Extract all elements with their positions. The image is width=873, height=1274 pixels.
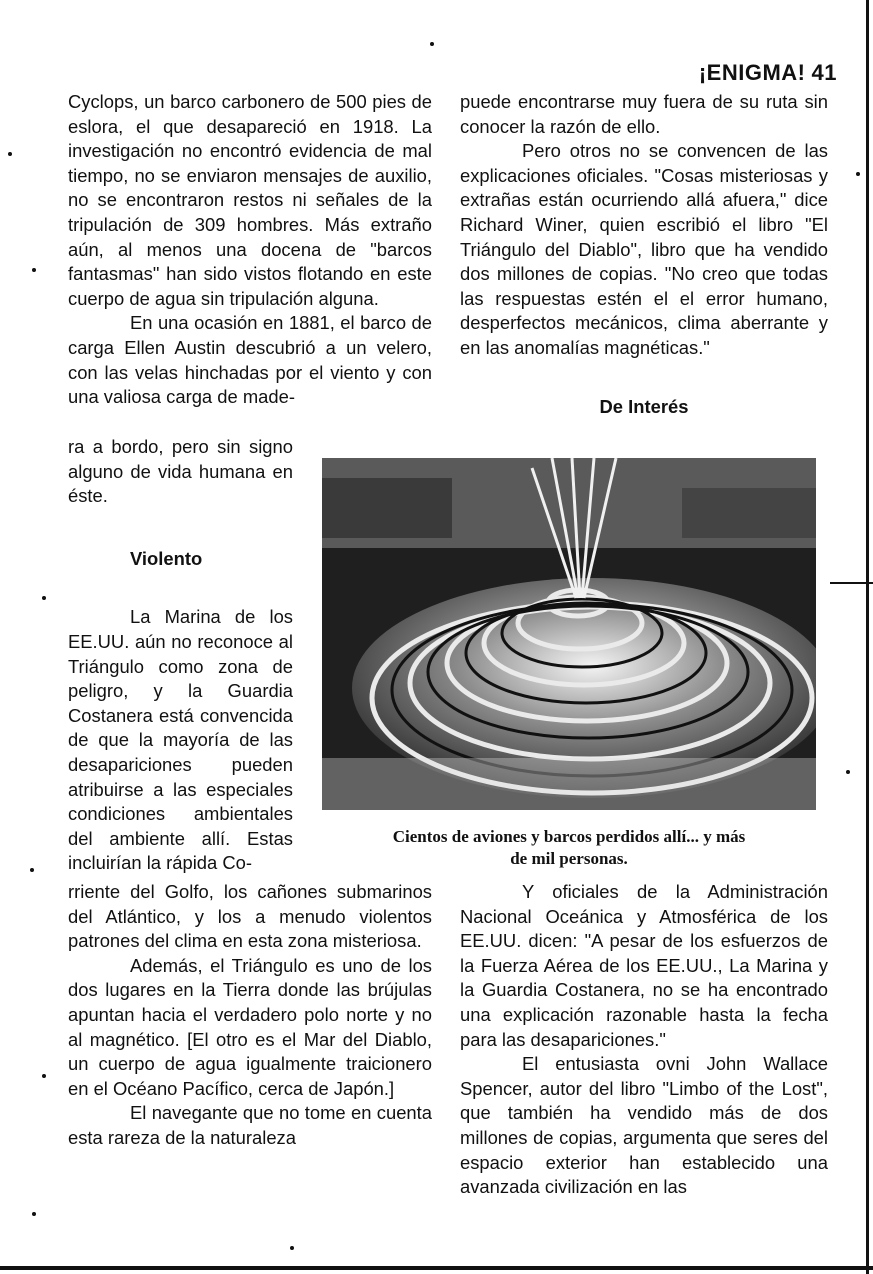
paragraph-marina: La Marina de los EE.UU. aún no reconoce al Triángulo como zona de peligro, y la Guardia Costanera está convencida de que la mayoría de las desapariciones pueden atribuirse a las especiales condiciones ambientales del ambiente allí. Estas incluirían la rápida Co- <box>68 606 293 874</box>
subhead-de-interes: De Interés <box>599 395 689 417</box>
scan-speck <box>30 868 34 872</box>
scan-speck <box>32 268 36 272</box>
scan-speck <box>8 152 12 156</box>
paragraph-oficiales: Y oficiales de la Administración Nacional Oceánica y Atmosférica de los EE.UU. dicen: "A pesar de los esfuerzos de la Fuerza Aérea de los EE.UU., La Marina y la Guardia Costanera, no se ha encontrado una explicación razonable hasta la fecha para las desapariciones." <box>460 881 828 1050</box>
scan-border-bottom <box>0 1266 873 1270</box>
page-number: 41 <box>811 60 837 85</box>
scan-speck <box>32 1212 36 1216</box>
scan-border-right <box>866 0 869 1274</box>
left-column-bottom <box>68 880 432 1151</box>
paragraph-continuation: ra a bordo, pero sin signo alguno de vida humana en éste. <box>68 436 293 507</box>
scan-speck <box>42 596 46 600</box>
paragraph-ellen-austin: En una ocasión en 1881, el barco de carga Ellen Austin descubrió a un velero, con las velas hinchadas por el viento y con una valiosa carga de made- <box>68 312 432 408</box>
right-column-bottom <box>460 880 828 1200</box>
caption-line-2: de mil personas. <box>510 849 628 868</box>
page-header <box>699 60 837 86</box>
photo-caption <box>322 826 816 870</box>
paragraph-corriente: rriente del Golfo, los cañones submarinos del Atlántico, y los a menudo violentos patrones del clima en esta zona misteriosa. <box>68 881 432 952</box>
right-column-top <box>460 90 828 419</box>
left-column-top <box>68 90 432 410</box>
paragraph-brujulas: Además, el Triángulo es uno de los dos lugares en la Tierra donde las brújulas apuntan hacia el verdadero polo norte y no al magnético. [El otro es el Mar del Diablo, un cuerpo de agua igualmente traicionero en el Océano Pacífico, cerca de Japón.] <box>68 954 432 1099</box>
whirlpool-illustration <box>322 458 816 810</box>
scan-speck <box>42 1074 46 1078</box>
paragraph-navegante: El navegante que no tome en cuenta esta rareza de la naturaleza <box>68 1102 432 1148</box>
whirlpool-photo <box>322 458 816 810</box>
header-title: ¡ENIGMA! <box>698 60 806 85</box>
paragraph-ruta: puede encontrarse muy fuera de su ruta sin conocer la razón de ello. <box>460 91 828 137</box>
scan-speck <box>430 42 434 46</box>
paragraph-spencer: El entusiasta ovni John Wallace Spencer, autor del libro "Limbo of the Lost", que también ha vendido más de dos millones de copias, argumenta que seres del espacio exterior han establecido una avanzada civilización en las <box>460 1053 828 1198</box>
scan-speck <box>846 770 850 774</box>
caption-line-1: Cientos de aviones y barcos perdidos allí... y más <box>392 827 746 846</box>
scan-speck <box>290 1246 294 1250</box>
subhead-violento: Violento <box>130 547 203 569</box>
scan-speck <box>856 172 860 176</box>
paragraph-winer: Pero otros no se convencen de las explicaciones oficiales. "Cosas misteriosas y extrañas están ocurriendo allá afuera," dice Richard Winer, quien escribió el libro "El Triángulo del Diablo", libro que ha vendido dos millones de copias. "No creo que todas las respuestas estén el el error humano, desperfectos mecánicos, clima aberrante y en las anomalías magnéticas." <box>460 140 828 358</box>
margin-mark <box>830 582 873 584</box>
paragraph-cyclops: Cyclops, un barco carbonero de 500 pies de eslora, el que desapareció en 1918. La investigación no encontró evidencia de mal tiempo, no se enviaron mensajes de auxilio, no se encontraron restos ni señales de la tripulación de 309 hombres. Más extraño aún, al menos una docena de "barcos fantasmas" han sido vistos flotando en este cuerpo de agua sin tripulación alguna. <box>68 91 432 309</box>
left-column-narrow <box>68 435 293 876</box>
